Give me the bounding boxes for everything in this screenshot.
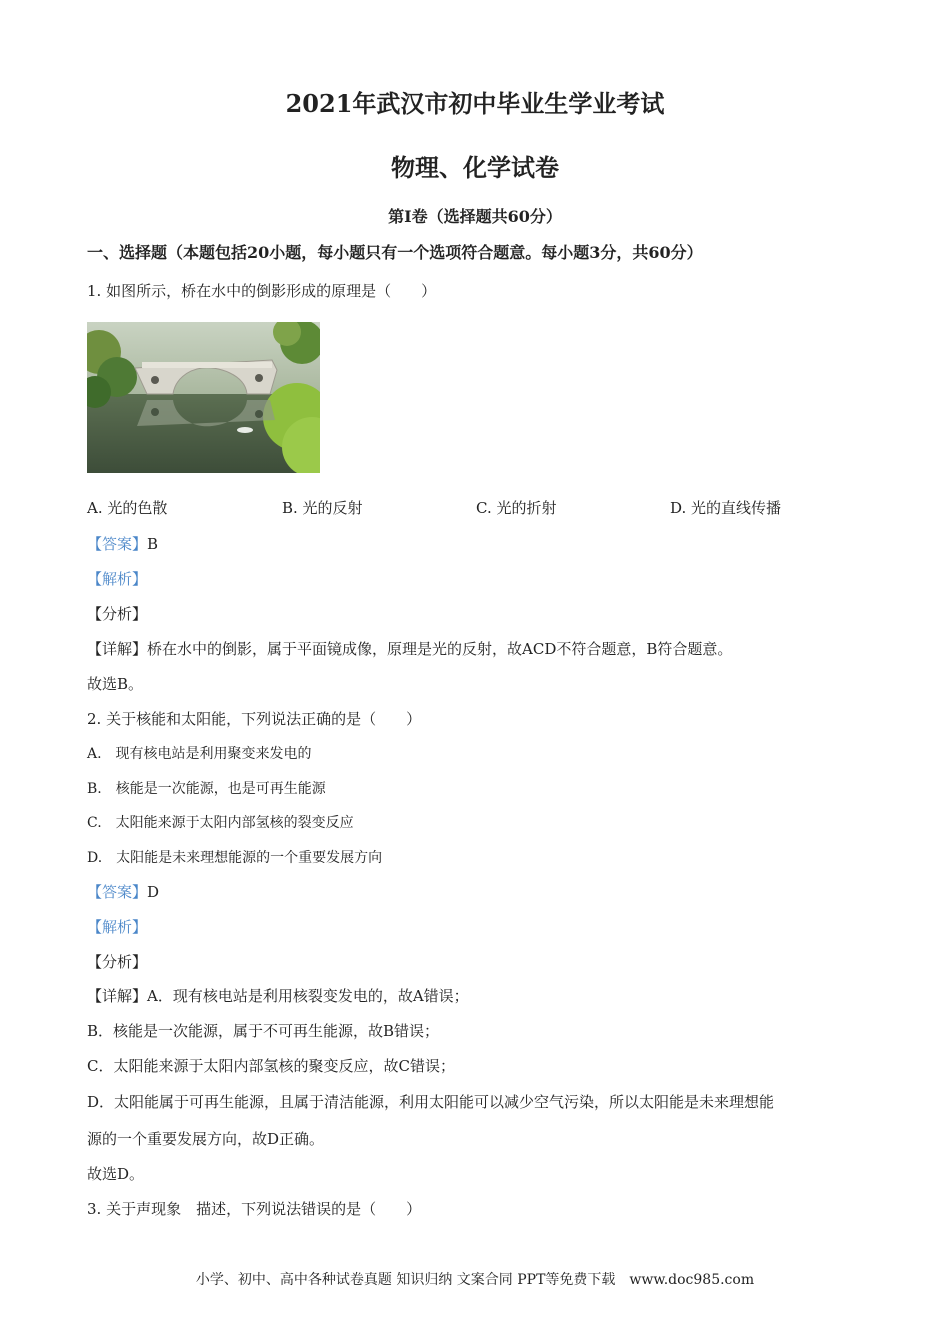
q1-option-a: A. 光的色散 <box>87 499 168 517</box>
q1-stem: 1. 如图所示，桥在水中的倒影形成的原理是（ ） <box>87 282 437 300</box>
answer-tag: 【答案】 <box>87 883 148 901</box>
q2-option-b: B. 核能是一次能源，也是可再生能源 <box>87 781 326 797</box>
q2-option-d: D. 太阳能是未来理想能源的一个重要发展方向 <box>87 850 383 866</box>
answer-tag: 【答案】 <box>87 535 148 553</box>
q1-fenxi: 【分析】 <box>87 605 148 623</box>
q1-option-d: D. 光的直线传播 <box>670 499 782 517</box>
q2-stem: 2. 关于核能和太阳能，下列说法正确的是（ ） <box>87 710 422 728</box>
q2-detail-b: B．核能是一次能源，属于不可再生能源，故B错误； <box>87 1022 440 1040</box>
q2-conclusion: 故选D。 <box>87 1165 145 1183</box>
answer-value: D <box>147 883 160 901</box>
q2-option-c: C. 太阳能来源于太阳内部氢核的裂变反应 <box>87 815 354 831</box>
q1-conclusion: 故选B。 <box>87 675 144 693</box>
bridge-photo <box>87 322 320 473</box>
exam-title: 2021年武汉市初中毕业生学业考试 <box>285 89 665 118</box>
part-heading: 第I卷（选择题共60分） <box>388 207 562 226</box>
q2-detail-a: 【详解】A．现有核电站是利用核裂变发电的，故A错误； <box>87 987 469 1005</box>
q1-option-c: C. 光的折射 <box>476 499 557 517</box>
q1-option-b: B. 光的反射 <box>282 499 363 517</box>
q2-fenxi: 【分析】 <box>87 953 148 971</box>
q2-detail-c: C．太阳能来源于太阳内部氢核的聚变反应，故C错误； <box>87 1057 455 1075</box>
q1-detail: 【详解】桥在水中的倒影，属于平面镜成像，原理是光的反射，故ACD不符合题意，B符合题意。 <box>87 640 733 658</box>
q1-answer <box>87 533 158 554</box>
q1-analysis-tag: 【解析】 <box>87 570 148 588</box>
q2-answer <box>87 881 159 902</box>
q3-stem: 3. 关于声现象 描述，下列说法错误的是（ ） <box>87 1200 422 1218</box>
q2-detail-d: D．太阳能属于可再生能源，且属于清洁能源，利用太阳能可以减少空气污染，所以太阳能是未来理想能 <box>87 1093 775 1111</box>
exam-subtitle: 物理、化学试卷 <box>391 153 559 182</box>
section-heading: 一、选择题（本题包括20小题，每小题只有一个选项符合题意。每小题3分，共60分） <box>87 243 703 262</box>
q2-option-a: A. 现有核电站是利用聚变来发电的 <box>87 746 312 762</box>
answer-value: B <box>147 535 159 553</box>
q2-analysis-tag: 【解析】 <box>87 918 148 936</box>
page-footer: 小学、初中、高中各种试卷真题 知识归纳 文案合同 PPT等免费下载 www.doc985.com <box>195 1272 755 1288</box>
q2-detail-d-cont: 源的一个重要发展方向，故D正确。 <box>87 1130 325 1148</box>
